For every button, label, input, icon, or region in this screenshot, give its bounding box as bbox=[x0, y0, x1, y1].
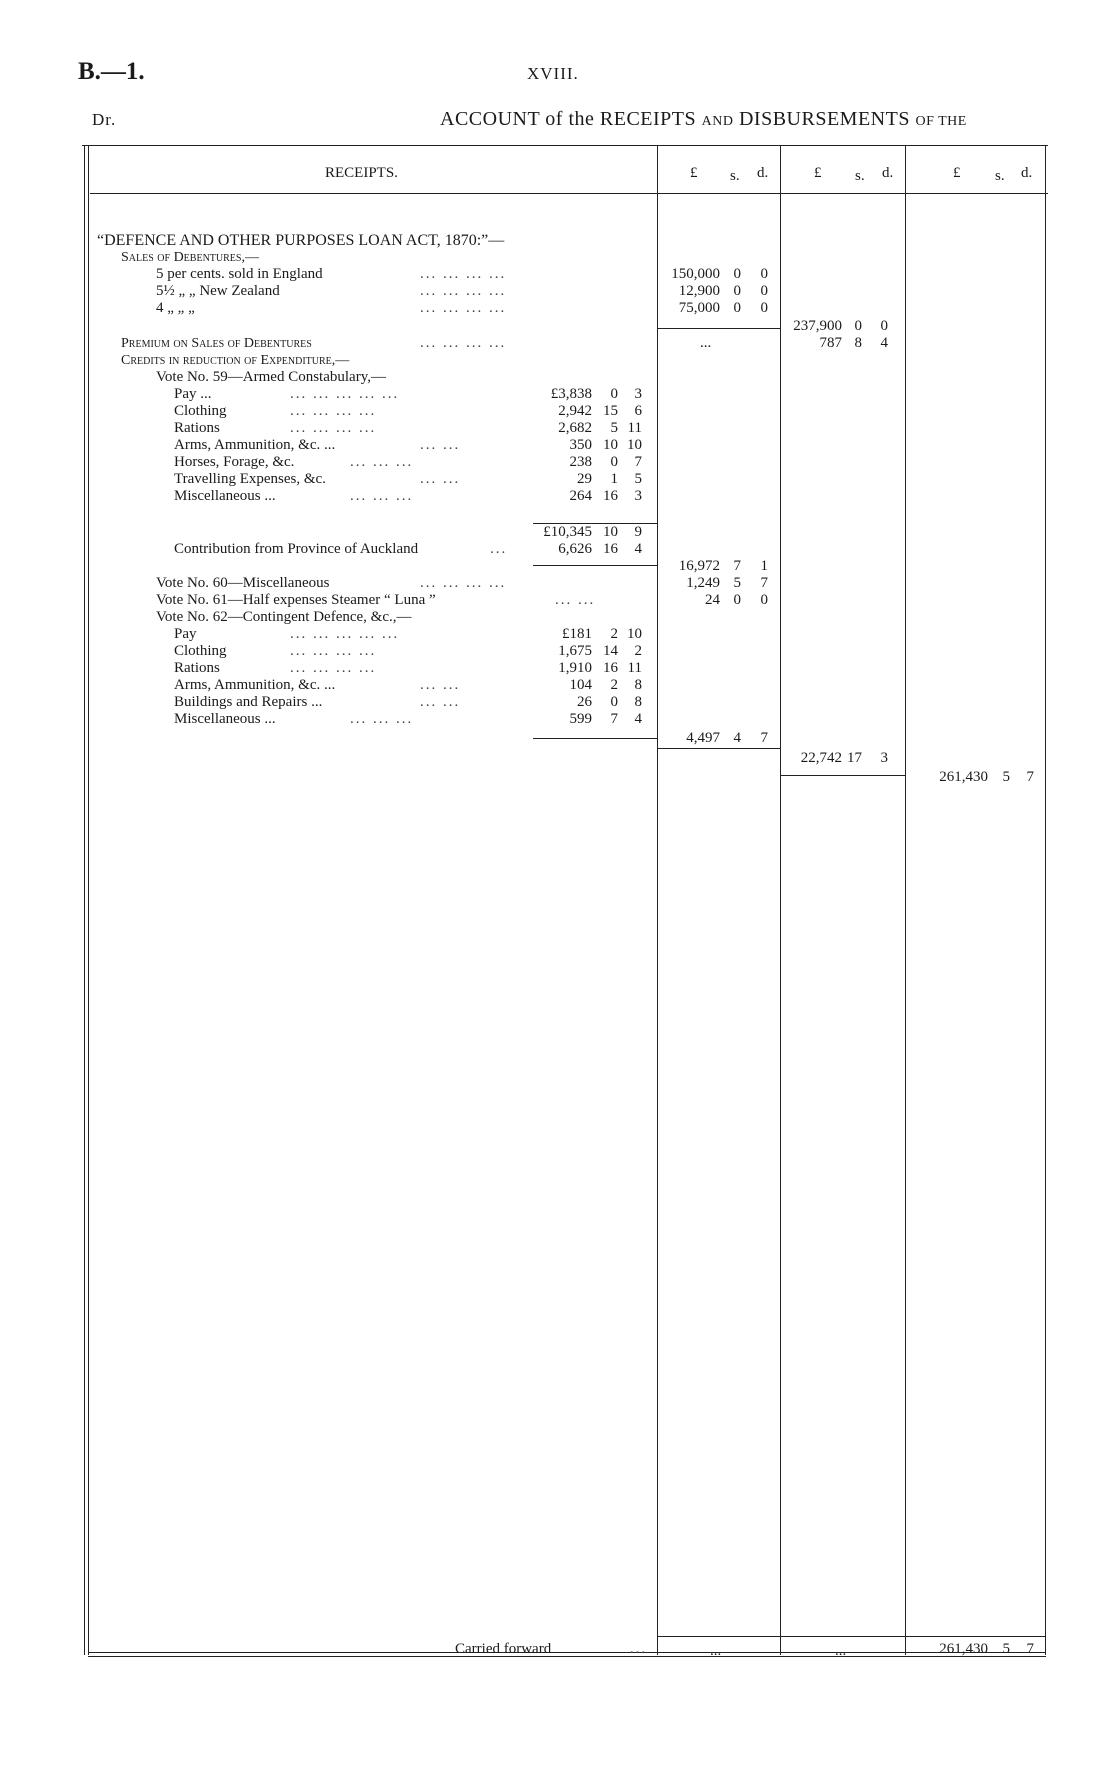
col2-pounds-header: £ bbox=[814, 165, 822, 181]
section-number: XVIII. bbox=[527, 64, 579, 83]
vote59-label: Vote No. 59—Armed Constabulary,— bbox=[156, 369, 386, 385]
page-reference: B.—1. bbox=[78, 58, 145, 85]
col2-pence-header: d. bbox=[882, 165, 894, 181]
col3-pounds-header: £ bbox=[953, 165, 961, 181]
col1-pence-header: d. bbox=[757, 165, 769, 181]
sales-of-debentures-label: Sales of Debentures,— bbox=[121, 250, 259, 265]
loan-act-title: “DEFENCE AND OTHER PURPOSES LOAN ACT, 1870:”— bbox=[97, 232, 505, 249]
debit-side-label: Dr. bbox=[92, 110, 117, 129]
title-and: AND bbox=[701, 114, 734, 129]
col3-shillings-header: s. bbox=[995, 168, 1005, 184]
title-of-the: OF THE bbox=[915, 114, 967, 129]
receipts-column-header: RECEIPTS. bbox=[325, 165, 398, 181]
col2-shillings-header: s. bbox=[855, 168, 865, 184]
title-disbursements: DISBURSEMENTS bbox=[738, 108, 910, 130]
title-main: ACCOUNT of the RECEIPTS bbox=[440, 108, 697, 130]
account-title bbox=[440, 108, 967, 131]
col1-shillings-header: s. bbox=[730, 168, 740, 184]
credits-label: Credits in reduction of Expenditure,— bbox=[121, 353, 350, 368]
vote62-label: Vote No. 62—Contingent Defence, &c.,— bbox=[156, 609, 412, 625]
col1-pounds-header: £ bbox=[690, 165, 698, 181]
col3-pence-header: d. bbox=[1021, 165, 1033, 181]
